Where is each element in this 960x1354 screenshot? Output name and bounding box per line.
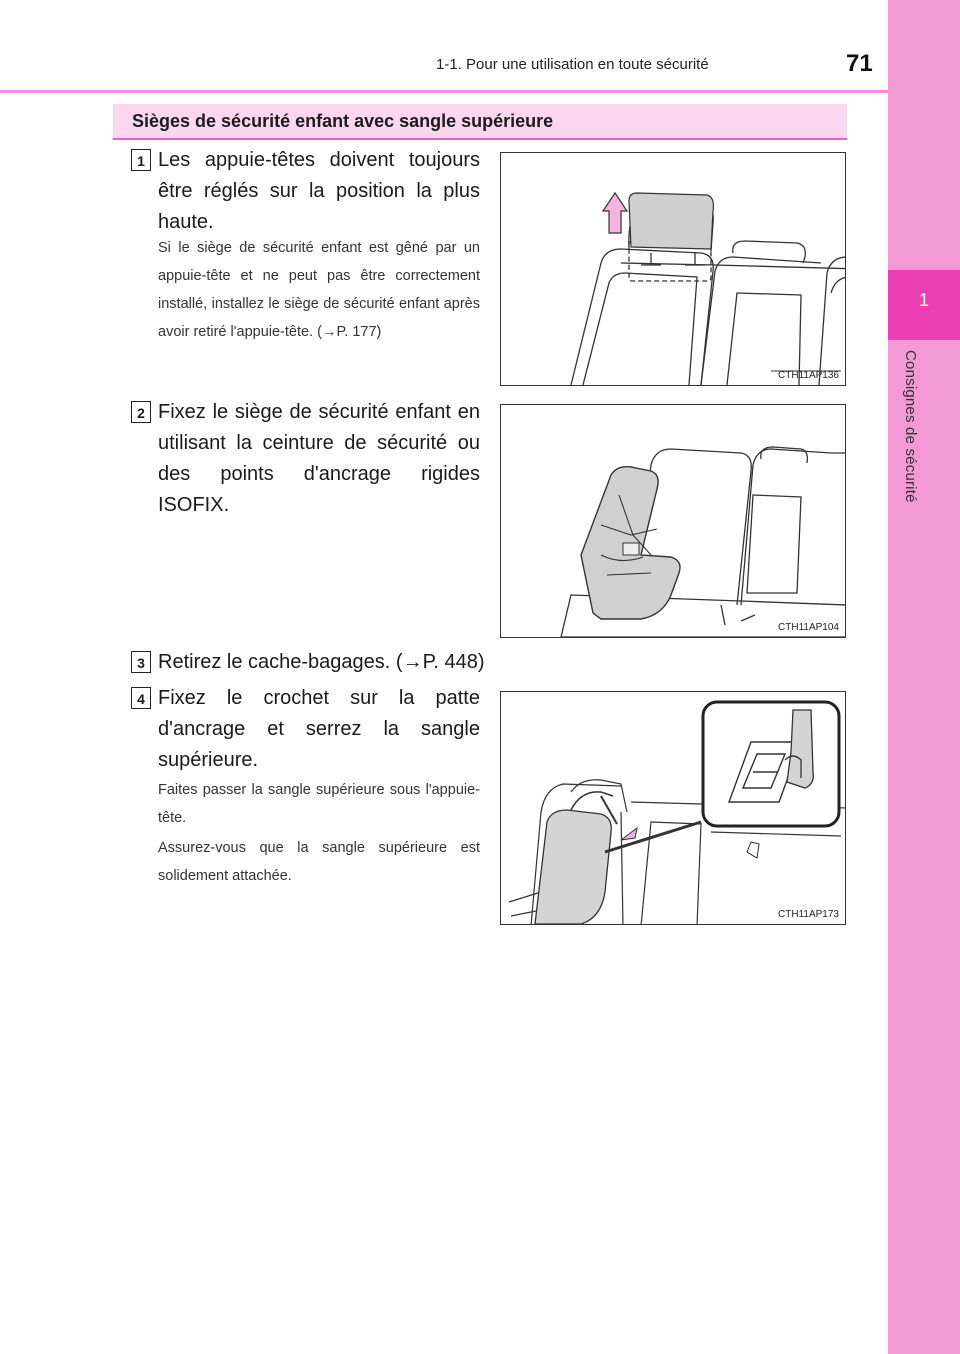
- child-seat-illustration: [501, 405, 846, 638]
- step-1-note: Si le siège de sécurité enfant est gêné par un appuie-tête et ne peut pas être correctement installé, installez le siège de sécurité enfant après avoir retiré l'appuie-tête. (→P. 177): [158, 240, 480, 340]
- top-strap-illustration: [501, 692, 846, 925]
- figure-code-2: CTH11AP104: [778, 622, 839, 633]
- chapter-sidebar: [888, 0, 960, 1354]
- figure-headrest: [500, 152, 846, 386]
- step-4-note-2: Assurez-vous que la sangle supérieure est solidement attachée.: [158, 840, 480, 884]
- figure-child-seat: [500, 404, 846, 638]
- chapter-number: 1: [918, 290, 929, 310]
- step-3-text: Retirez le cache-bagages. (→P. 448): [158, 651, 485, 673]
- figure-code-4: CTH11AP173: [778, 909, 839, 920]
- step-badge-3: 3: [131, 651, 151, 673]
- step-4-note-1: Faites passer la sangle supérieure sous l'appuie-tête.: [158, 782, 480, 826]
- page-number: 71: [846, 50, 873, 77]
- step-2-text: Fixez le siège de sécurité enfant en utilisant la ceinture de sécurité ou des points d'ancrage rigides ISOFIX.: [158, 401, 480, 516]
- section-title: Sièges de sécurité enfant avec sangle supérieure: [132, 111, 554, 131]
- figure-code-1: CTH11AP136: [778, 370, 839, 381]
- header-divider: [0, 90, 888, 93]
- step-1-text: Les appuie-têtes doivent toujours être réglés sur la position la plus haute.: [158, 149, 480, 233]
- step-badge-1: 1: [131, 149, 151, 171]
- step-4-text: Fixez le crochet sur la patte d'ancrage et serrez la sangle supérieure.: [158, 687, 480, 771]
- chapter-title: Consignes de sécurité: [902, 350, 919, 503]
- step-badge-4: 4: [131, 687, 151, 709]
- step-badge-2: 2: [131, 401, 151, 423]
- header-section-title: 1-1. Pour une utilisation en toute sécurité: [436, 56, 709, 73]
- headrest-illustration: [501, 153, 846, 386]
- figure-top-strap: [500, 691, 846, 925]
